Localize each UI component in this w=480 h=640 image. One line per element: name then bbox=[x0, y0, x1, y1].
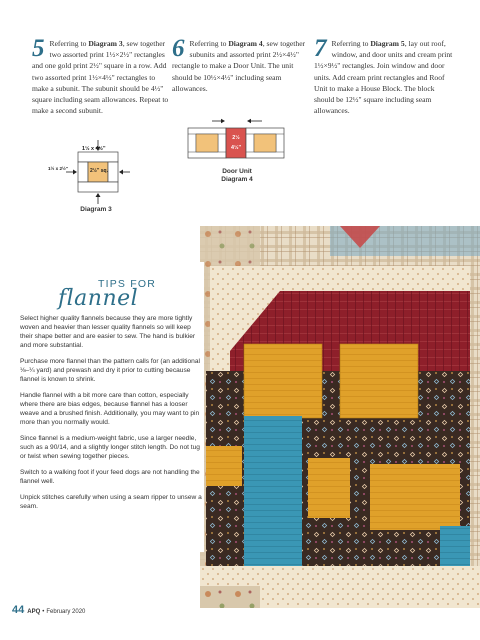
diagram-4 bbox=[182, 118, 292, 188]
tips-title: TIPS FOR bbox=[98, 278, 157, 290]
quilt-door-left-gold bbox=[206, 446, 242, 486]
diagram-4-label bbox=[202, 168, 272, 184]
quilt-photo bbox=[200, 226, 480, 608]
tips-script-title: flannel bbox=[58, 286, 139, 311]
tips-sidebar bbox=[14, 262, 204, 552]
diagram-3-dim-top: 1½ x 4½" bbox=[82, 146, 106, 152]
diagram-3-right-rect bbox=[108, 162, 118, 182]
step-6 bbox=[172, 35, 310, 94]
diagram-4-label-line-2: Diagram 4 bbox=[221, 176, 253, 183]
step-6-diagram-ref: Diagram 4 bbox=[228, 39, 263, 48]
diagram-4-dim-bottom: 4½" bbox=[230, 145, 242, 151]
quilt-window-left bbox=[244, 344, 322, 418]
arrow-left-icon bbox=[119, 170, 123, 175]
step-5 bbox=[32, 35, 172, 116]
diagram-3-top-rect bbox=[78, 152, 118, 162]
page-number: 44 bbox=[12, 604, 25, 616]
step-7-text-a: Referring to bbox=[331, 39, 371, 48]
step-5-diagram-ref: Diagram 3 bbox=[88, 39, 123, 48]
tip-item: Handle flannel with a bit more care than cotton, especially where there are bias edges, because flannel has a looser weave and a brushed finish. Additionally, you may want to pin more than you normally would. bbox=[20, 392, 200, 426]
tips-list bbox=[20, 314, 202, 518]
diagram-4-dim-top: 2½ bbox=[232, 135, 240, 141]
arrow-left-icon bbox=[247, 119, 251, 123]
diagram-4-door-rect bbox=[226, 128, 246, 158]
step-5-text-a: Referring to bbox=[49, 39, 89, 48]
step-6-number: 6 bbox=[172, 35, 185, 62]
step-5-text-b: , sew together two assorted print 1½×2½" rectangles and one gold print 2½" square in a row. Add two assorted print 1½×4½" rectangles to make a subunit. The subunit should be 4½" square including seam allowances. Repeat to make a second subunit. bbox=[32, 39, 169, 116]
quilt-photo-drawing bbox=[200, 226, 480, 608]
diagram-3-dim-center: 2½" sq. bbox=[90, 168, 108, 174]
issue-date: February 2020 bbox=[46, 609, 86, 615]
footer-separator: • bbox=[42, 609, 45, 615]
page-footer bbox=[12, 604, 85, 616]
step-6-text-b: , sew together subunits and assorted print 2½×4½" rectangle to make a Door Unit. The unit should be 10½×4½" including seam allowances. bbox=[172, 39, 306, 93]
quilt-bottom-floral bbox=[200, 586, 260, 608]
publication-name: APQ bbox=[27, 609, 41, 615]
quilt-lower-right-gold bbox=[370, 464, 460, 530]
diagram-3-left-rect bbox=[78, 162, 88, 182]
diagram-4-label-line-1: Door Unit bbox=[222, 168, 252, 175]
step-7-diagram-ref: Diagram 5 bbox=[370, 39, 405, 48]
quilt-door-teal bbox=[244, 416, 302, 566]
tip-item: Select higher quality flannels because they are more tightly woven and heavier than lesser quality flannels so will keep their shape better and are easier to sew. The hand is bulkier and more substantial. bbox=[20, 315, 196, 349]
diagram-3-bottom-rect bbox=[78, 182, 118, 192]
diagram-3-dim-side: 1½ x 2½" bbox=[48, 166, 69, 171]
tip-item: Unpick stitches carefully when using a seam ripper to unsew a seam. bbox=[20, 494, 202, 510]
diagram-3 bbox=[48, 138, 148, 218]
step-7-text-b: , lay out roof, window, and door units and cream print 1½×9½" rectangles. Join window and door units. Add cream print rectangles and Roof Unit to make a House Block. The block should be 12½" square including seam allowances. bbox=[314, 39, 453, 116]
quilt-window-right bbox=[340, 344, 418, 418]
quilt-lower-right-teal bbox=[440, 526, 470, 566]
tip-item: Switch to a walking foot if your feed dogs are not handling the flannel well. bbox=[20, 469, 200, 485]
diagram-3-label: Diagram 3 bbox=[80, 206, 112, 213]
diagram-4-drawing bbox=[182, 118, 292, 166]
arrow-right-icon bbox=[221, 119, 225, 123]
step-5-number: 5 bbox=[32, 35, 45, 62]
arrow-up-icon bbox=[96, 193, 101, 197]
tip-item: Purchase more flannel than the pattern calls for (an additional ⅛–¼ yard) and prewash and dry it prior to cutting because flannel is known to shrink. bbox=[20, 358, 200, 383]
step-7-number: 7 bbox=[314, 35, 327, 62]
tips-header bbox=[58, 276, 198, 312]
diagram-4-left-subunit bbox=[188, 128, 226, 158]
diagram-4-right-subunit bbox=[246, 128, 284, 158]
step-6-text-a: Referring to bbox=[189, 39, 229, 48]
quilt-door-right-gold bbox=[308, 458, 350, 518]
step-7 bbox=[314, 35, 454, 116]
tip-item: Since flannel is a medium-weight fabric, use a larger needle, such as a 90/14, and a slightly longer stitch length. Do not tug or twist when sewing together pieces. bbox=[20, 435, 200, 460]
